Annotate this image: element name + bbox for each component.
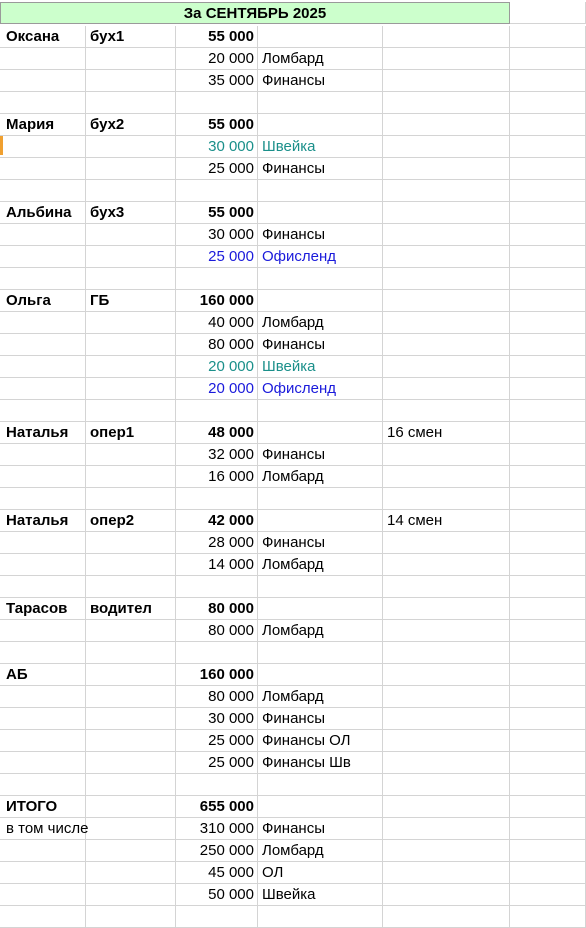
empty-cell[interactable]	[510, 576, 586, 598]
role-cell[interactable]	[86, 334, 176, 356]
role-cell[interactable]	[86, 444, 176, 466]
source-cell[interactable]: Ломбард	[258, 554, 383, 576]
note-cell[interactable]	[383, 554, 510, 576]
role-cell[interactable]: опер2	[86, 510, 176, 532]
role-cell[interactable]	[86, 752, 176, 774]
employee-name-cell[interactable]	[0, 246, 86, 268]
table-row	[0, 290, 586, 312]
source-cell[interactable]	[258, 290, 383, 312]
source-cell[interactable]: Ломбард	[258, 620, 383, 642]
source-cell[interactable]: Швейка	[258, 136, 383, 158]
amount-cell[interactable]	[176, 906, 258, 928]
employee-name-cell[interactable]	[0, 70, 86, 92]
source-cell[interactable]: Финансы	[258, 708, 383, 730]
role-cell[interactable]	[86, 378, 176, 400]
role-cell[interactable]	[86, 862, 176, 884]
amount-cell[interactable]: 25 000	[176, 246, 258, 268]
note-cell[interactable]	[383, 664, 510, 686]
table-row	[0, 378, 586, 400]
employee-name-cell[interactable]	[0, 532, 86, 554]
empty-cell[interactable]	[510, 92, 586, 114]
note-cell[interactable]	[383, 70, 510, 92]
amount-cell[interactable]: 50 000	[176, 884, 258, 906]
empty-cell[interactable]	[510, 862, 586, 884]
source-cell[interactable]: Офисленд	[258, 378, 383, 400]
note-cell[interactable]	[383, 862, 510, 884]
employee-name-cell[interactable]	[0, 224, 86, 246]
role-cell[interactable]	[86, 774, 176, 796]
amount-cell[interactable]: 45 000	[176, 862, 258, 884]
amount-cell[interactable]	[176, 642, 258, 664]
role-cell[interactable]	[86, 884, 176, 906]
empty-cell[interactable]	[510, 268, 586, 290]
employee-name-cell[interactable]	[0, 378, 86, 400]
empty-cell[interactable]	[510, 158, 586, 180]
empty-cell[interactable]	[510, 884, 586, 906]
source-cell[interactable]	[258, 796, 383, 818]
note-cell[interactable]	[383, 136, 510, 158]
source-cell[interactable]: Финансы ОЛ	[258, 730, 383, 752]
amount-cell[interactable]: 35 000	[176, 70, 258, 92]
note-cell[interactable]	[383, 334, 510, 356]
source-cell[interactable]	[258, 576, 383, 598]
amount-cell[interactable]: 20 000	[176, 356, 258, 378]
source-cell[interactable]: Ломбард	[258, 48, 383, 70]
empty-cell[interactable]	[510, 378, 586, 400]
amount-cell[interactable]: 48 000	[176, 422, 258, 444]
table-row	[0, 730, 586, 752]
employee-name-cell[interactable]	[0, 686, 86, 708]
source-cell[interactable]: Финансы	[258, 818, 383, 840]
table-row	[0, 906, 586, 928]
source-cell[interactable]: Финансы	[258, 70, 383, 92]
empty-cell[interactable]	[510, 686, 586, 708]
role-cell[interactable]	[86, 664, 176, 686]
source-cell[interactable]: Финансы	[258, 444, 383, 466]
amount-cell[interactable]: 30 000	[176, 136, 258, 158]
empty-cell[interactable]	[510, 444, 586, 466]
source-cell[interactable]	[258, 180, 383, 202]
source-cell[interactable]	[258, 642, 383, 664]
empty-cell[interactable]	[510, 752, 586, 774]
employee-name-cell[interactable]	[0, 752, 86, 774]
note-cell[interactable]	[383, 400, 510, 422]
table-row	[0, 488, 586, 510]
table-row	[0, 510, 586, 532]
employee-name-cell[interactable]	[0, 840, 86, 862]
role-cell[interactable]	[86, 180, 176, 202]
table-row	[0, 48, 586, 70]
employee-name-cell[interactable]	[0, 444, 86, 466]
note-cell[interactable]	[383, 884, 510, 906]
source-cell[interactable]: Швейка	[258, 884, 383, 906]
note-cell[interactable]	[383, 752, 510, 774]
empty-cell[interactable]	[510, 70, 586, 92]
source-cell[interactable]: Финансы	[258, 334, 383, 356]
table-row	[0, 642, 586, 664]
empty-cell[interactable]	[510, 488, 586, 510]
note-cell[interactable]	[383, 180, 510, 202]
role-cell[interactable]	[86, 136, 176, 158]
employee-name-cell[interactable]	[0, 774, 86, 796]
empty-cell[interactable]	[510, 356, 586, 378]
role-cell[interactable]	[86, 576, 176, 598]
amount-cell[interactable]: 30 000	[176, 708, 258, 730]
empty-cell[interactable]	[510, 906, 586, 928]
source-cell[interactable]: Финансы	[258, 224, 383, 246]
empty-cell[interactable]	[510, 202, 586, 224]
empty-cell[interactable]	[510, 642, 586, 664]
note-cell[interactable]	[383, 246, 510, 268]
amount-cell[interactable]	[176, 488, 258, 510]
table-row	[0, 554, 586, 576]
empty-cell[interactable]	[510, 620, 586, 642]
role-cell[interactable]	[86, 796, 176, 818]
table-row	[0, 136, 586, 158]
employee-name-cell[interactable]: Мария	[0, 114, 86, 136]
empty-cell[interactable]	[510, 840, 586, 862]
employee-name-cell[interactable]	[0, 466, 86, 488]
employee-name-cell[interactable]	[0, 158, 86, 180]
empty-cell[interactable]	[510, 290, 586, 312]
note-cell[interactable]	[383, 620, 510, 642]
empty-cell[interactable]	[510, 246, 586, 268]
note-cell[interactable]	[383, 708, 510, 730]
empty-cell[interactable]	[510, 180, 586, 202]
amount-cell[interactable]: 250 000	[176, 840, 258, 862]
employee-name-cell[interactable]: Наталья	[0, 510, 86, 532]
table-row	[0, 620, 586, 642]
role-cell[interactable]	[86, 48, 176, 70]
note-cell[interactable]	[383, 466, 510, 488]
source-cell[interactable]: Ломбард	[258, 466, 383, 488]
table-row	[0, 686, 586, 708]
role-cell[interactable]	[86, 708, 176, 730]
role-cell[interactable]	[86, 246, 176, 268]
table-row	[0, 598, 586, 620]
employee-name-cell[interactable]: Тарасов	[0, 598, 86, 620]
source-cell[interactable]: Офисленд	[258, 246, 383, 268]
empty-cell[interactable]	[510, 334, 586, 356]
note-cell[interactable]: 16 смен	[383, 422, 510, 444]
role-cell[interactable]	[86, 686, 176, 708]
employee-name-cell[interactable]: Альбина	[0, 202, 86, 224]
table-row	[0, 400, 586, 422]
table-row	[0, 840, 586, 862]
employee-name-cell[interactable]	[0, 92, 86, 114]
amount-cell[interactable]: 55 000	[176, 26, 258, 48]
source-cell[interactable]: Финансы Шв	[258, 752, 383, 774]
table-row	[0, 752, 586, 774]
amount-cell[interactable]: 25 000	[176, 730, 258, 752]
employee-name-cell[interactable]: ИТОГО	[0, 796, 86, 818]
note-cell[interactable]	[383, 444, 510, 466]
note-cell[interactable]	[383, 774, 510, 796]
source-cell[interactable]: Финансы	[258, 532, 383, 554]
empty-cell[interactable]	[510, 2, 586, 24]
sheet-title-cell[interactable]: За СЕНТЯБРЬ 2025	[0, 2, 510, 24]
table-row	[0, 444, 586, 466]
role-cell[interactable]	[86, 642, 176, 664]
amount-cell[interactable]: 80 000	[176, 686, 258, 708]
source-cell[interactable]	[258, 488, 383, 510]
employee-name-cell[interactable]	[0, 620, 86, 642]
note-cell[interactable]	[383, 312, 510, 334]
table-row	[0, 92, 586, 114]
employee-name-cell[interactable]: Оксана	[0, 26, 86, 48]
amount-cell[interactable]: 55 000	[176, 202, 258, 224]
source-cell[interactable]	[258, 774, 383, 796]
role-cell[interactable]: бух2	[86, 114, 176, 136]
table-row	[0, 774, 586, 796]
table-row	[0, 884, 586, 906]
role-cell[interactable]	[86, 488, 176, 510]
role-cell[interactable]	[86, 356, 176, 378]
employee-name-cell[interactable]	[0, 136, 86, 158]
amount-cell[interactable]: 55 000	[176, 114, 258, 136]
empty-cell[interactable]	[510, 114, 586, 136]
role-cell[interactable]	[86, 906, 176, 928]
role-cell[interactable]	[86, 730, 176, 752]
role-cell[interactable]	[86, 554, 176, 576]
note-cell[interactable]	[383, 158, 510, 180]
empty-cell[interactable]	[510, 136, 586, 158]
amount-cell[interactable]: 25 000	[176, 158, 258, 180]
empty-cell[interactable]	[510, 796, 586, 818]
amount-cell[interactable]: 14 000	[176, 554, 258, 576]
table-row	[0, 202, 586, 224]
source-cell[interactable]: Ломбард	[258, 686, 383, 708]
empty-cell[interactable]	[510, 554, 586, 576]
table-row	[0, 862, 586, 884]
note-cell[interactable]	[383, 488, 510, 510]
amount-cell[interactable]: 25 000	[176, 752, 258, 774]
empty-cell[interactable]	[510, 422, 586, 444]
role-cell[interactable]: водител	[86, 598, 176, 620]
table-row	[0, 422, 586, 444]
amount-cell[interactable]	[176, 400, 258, 422]
empty-cell[interactable]	[510, 466, 586, 488]
empty-cell[interactable]	[510, 664, 586, 686]
note-cell[interactable]	[383, 356, 510, 378]
source-cell[interactable]	[258, 114, 383, 136]
employee-name-cell[interactable]	[0, 906, 86, 928]
role-cell[interactable]: ГБ	[86, 290, 176, 312]
role-cell[interactable]	[86, 620, 176, 642]
role-cell[interactable]: бух3	[86, 202, 176, 224]
note-cell[interactable]	[383, 114, 510, 136]
note-cell[interactable]	[383, 290, 510, 312]
source-cell[interactable]	[258, 598, 383, 620]
note-cell[interactable]	[383, 796, 510, 818]
empty-cell[interactable]	[510, 48, 586, 70]
empty-cell[interactable]	[510, 312, 586, 334]
table-row	[0, 818, 586, 840]
source-cell[interactable]	[258, 202, 383, 224]
source-cell[interactable]: Швейка	[258, 356, 383, 378]
note-cell[interactable]	[383, 642, 510, 664]
employee-name-cell[interactable]	[0, 356, 86, 378]
note-cell[interactable]	[383, 48, 510, 70]
empty-cell[interactable]	[510, 400, 586, 422]
amount-cell[interactable]: 32 000	[176, 444, 258, 466]
empty-cell[interactable]	[510, 774, 586, 796]
employee-name-cell[interactable]: в том числе	[0, 818, 86, 840]
note-cell[interactable]	[383, 224, 510, 246]
employee-name-cell[interactable]	[0, 48, 86, 70]
empty-cell[interactable]	[510, 224, 586, 246]
amount-cell[interactable]: 42 000	[176, 510, 258, 532]
table-row	[0, 796, 586, 818]
amount-cell[interactable]: 160 000	[176, 664, 258, 686]
role-cell[interactable]	[86, 818, 176, 840]
table-row	[0, 356, 586, 378]
amount-cell[interactable]	[176, 576, 258, 598]
note-cell[interactable]	[383, 818, 510, 840]
source-cell[interactable]	[258, 26, 383, 48]
amount-cell[interactable]: 28 000	[176, 532, 258, 554]
source-cell[interactable]: ОЛ	[258, 862, 383, 884]
employee-name-cell[interactable]	[0, 400, 86, 422]
table-row	[0, 26, 586, 48]
source-cell[interactable]	[258, 422, 383, 444]
table-row	[0, 312, 586, 334]
employee-name-cell[interactable]	[0, 730, 86, 752]
table-row	[0, 334, 586, 356]
empty-cell[interactable]	[510, 598, 586, 620]
employee-name-cell[interactable]	[0, 884, 86, 906]
amount-cell[interactable]	[176, 774, 258, 796]
table-row	[0, 532, 586, 554]
table-row	[0, 708, 586, 730]
employee-name-cell[interactable]: Наталья	[0, 422, 86, 444]
employee-name-cell[interactable]	[0, 642, 86, 664]
source-cell[interactable]: Ломбард	[258, 312, 383, 334]
amount-cell[interactable]: 40 000	[176, 312, 258, 334]
table-row	[0, 70, 586, 92]
note-cell[interactable]	[383, 378, 510, 400]
role-cell[interactable]	[86, 92, 176, 114]
source-cell[interactable]	[258, 400, 383, 422]
amount-cell[interactable]: 30 000	[176, 224, 258, 246]
source-cell[interactable]	[258, 664, 383, 686]
amount-cell[interactable]: 160 000	[176, 290, 258, 312]
note-cell[interactable]	[383, 92, 510, 114]
note-cell[interactable]	[383, 730, 510, 752]
employee-name-cell[interactable]	[0, 268, 86, 290]
note-cell[interactable]	[383, 26, 510, 48]
source-cell[interactable]: Финансы	[258, 158, 383, 180]
employee-name-cell[interactable]	[0, 576, 86, 598]
note-cell[interactable]: 14 смен	[383, 510, 510, 532]
source-cell[interactable]	[258, 268, 383, 290]
amount-cell[interactable]: 80 000	[176, 620, 258, 642]
source-cell[interactable]	[258, 510, 383, 532]
note-cell[interactable]	[383, 686, 510, 708]
table-row	[0, 576, 586, 598]
amount-cell[interactable]: 80 000	[176, 598, 258, 620]
employee-name-cell[interactable]	[0, 312, 86, 334]
note-cell[interactable]	[383, 532, 510, 554]
employee-name-cell[interactable]	[0, 862, 86, 884]
amount-cell[interactable]	[176, 268, 258, 290]
role-cell[interactable]: опер1	[86, 422, 176, 444]
source-cell[interactable]: Ломбард	[258, 840, 383, 862]
empty-cell[interactable]	[510, 510, 586, 532]
amount-cell[interactable]: 20 000	[176, 378, 258, 400]
table-row	[0, 158, 586, 180]
note-cell[interactable]	[383, 840, 510, 862]
note-cell[interactable]	[383, 576, 510, 598]
source-cell[interactable]	[258, 92, 383, 114]
amount-cell[interactable]: 80 000	[176, 334, 258, 356]
amount-cell[interactable]: 655 000	[176, 796, 258, 818]
role-cell[interactable]	[86, 268, 176, 290]
employee-name-cell[interactable]	[0, 488, 86, 510]
empty-cell[interactable]	[510, 708, 586, 730]
note-cell[interactable]	[383, 202, 510, 224]
role-cell[interactable]	[86, 158, 176, 180]
role-cell[interactable]	[86, 400, 176, 422]
employee-name-cell[interactable]	[0, 708, 86, 730]
table-row	[0, 664, 586, 686]
role-cell[interactable]	[86, 840, 176, 862]
role-cell[interactable]	[86, 466, 176, 488]
table-row	[0, 268, 586, 290]
empty-cell[interactable]	[510, 532, 586, 554]
source-cell[interactable]	[258, 906, 383, 928]
note-cell[interactable]	[383, 268, 510, 290]
role-cell[interactable]	[86, 532, 176, 554]
employee-name-cell[interactable]: Ольга	[0, 290, 86, 312]
amount-cell[interactable]	[176, 180, 258, 202]
employee-name-cell[interactable]: АБ	[0, 664, 86, 686]
role-cell[interactable]: бух1	[86, 26, 176, 48]
table-row	[0, 114, 586, 136]
table-row	[0, 180, 586, 202]
table-row	[0, 224, 586, 246]
note-cell[interactable]	[383, 906, 510, 928]
employee-name-cell[interactable]	[0, 554, 86, 576]
amount-cell[interactable]: 310 000	[176, 818, 258, 840]
amount-cell[interactable]	[176, 92, 258, 114]
empty-cell[interactable]	[510, 818, 586, 840]
employee-name-cell[interactable]	[0, 180, 86, 202]
role-cell[interactable]	[86, 224, 176, 246]
empty-cell[interactable]	[510, 730, 586, 752]
role-cell[interactable]	[86, 312, 176, 334]
empty-cell[interactable]	[510, 26, 586, 48]
note-cell[interactable]	[383, 598, 510, 620]
amount-cell[interactable]: 16 000	[176, 466, 258, 488]
amount-cell[interactable]: 20 000	[176, 48, 258, 70]
role-cell[interactable]	[86, 70, 176, 92]
table-row	[0, 246, 586, 268]
table-row	[0, 466, 586, 488]
employee-name-cell[interactable]	[0, 334, 86, 356]
